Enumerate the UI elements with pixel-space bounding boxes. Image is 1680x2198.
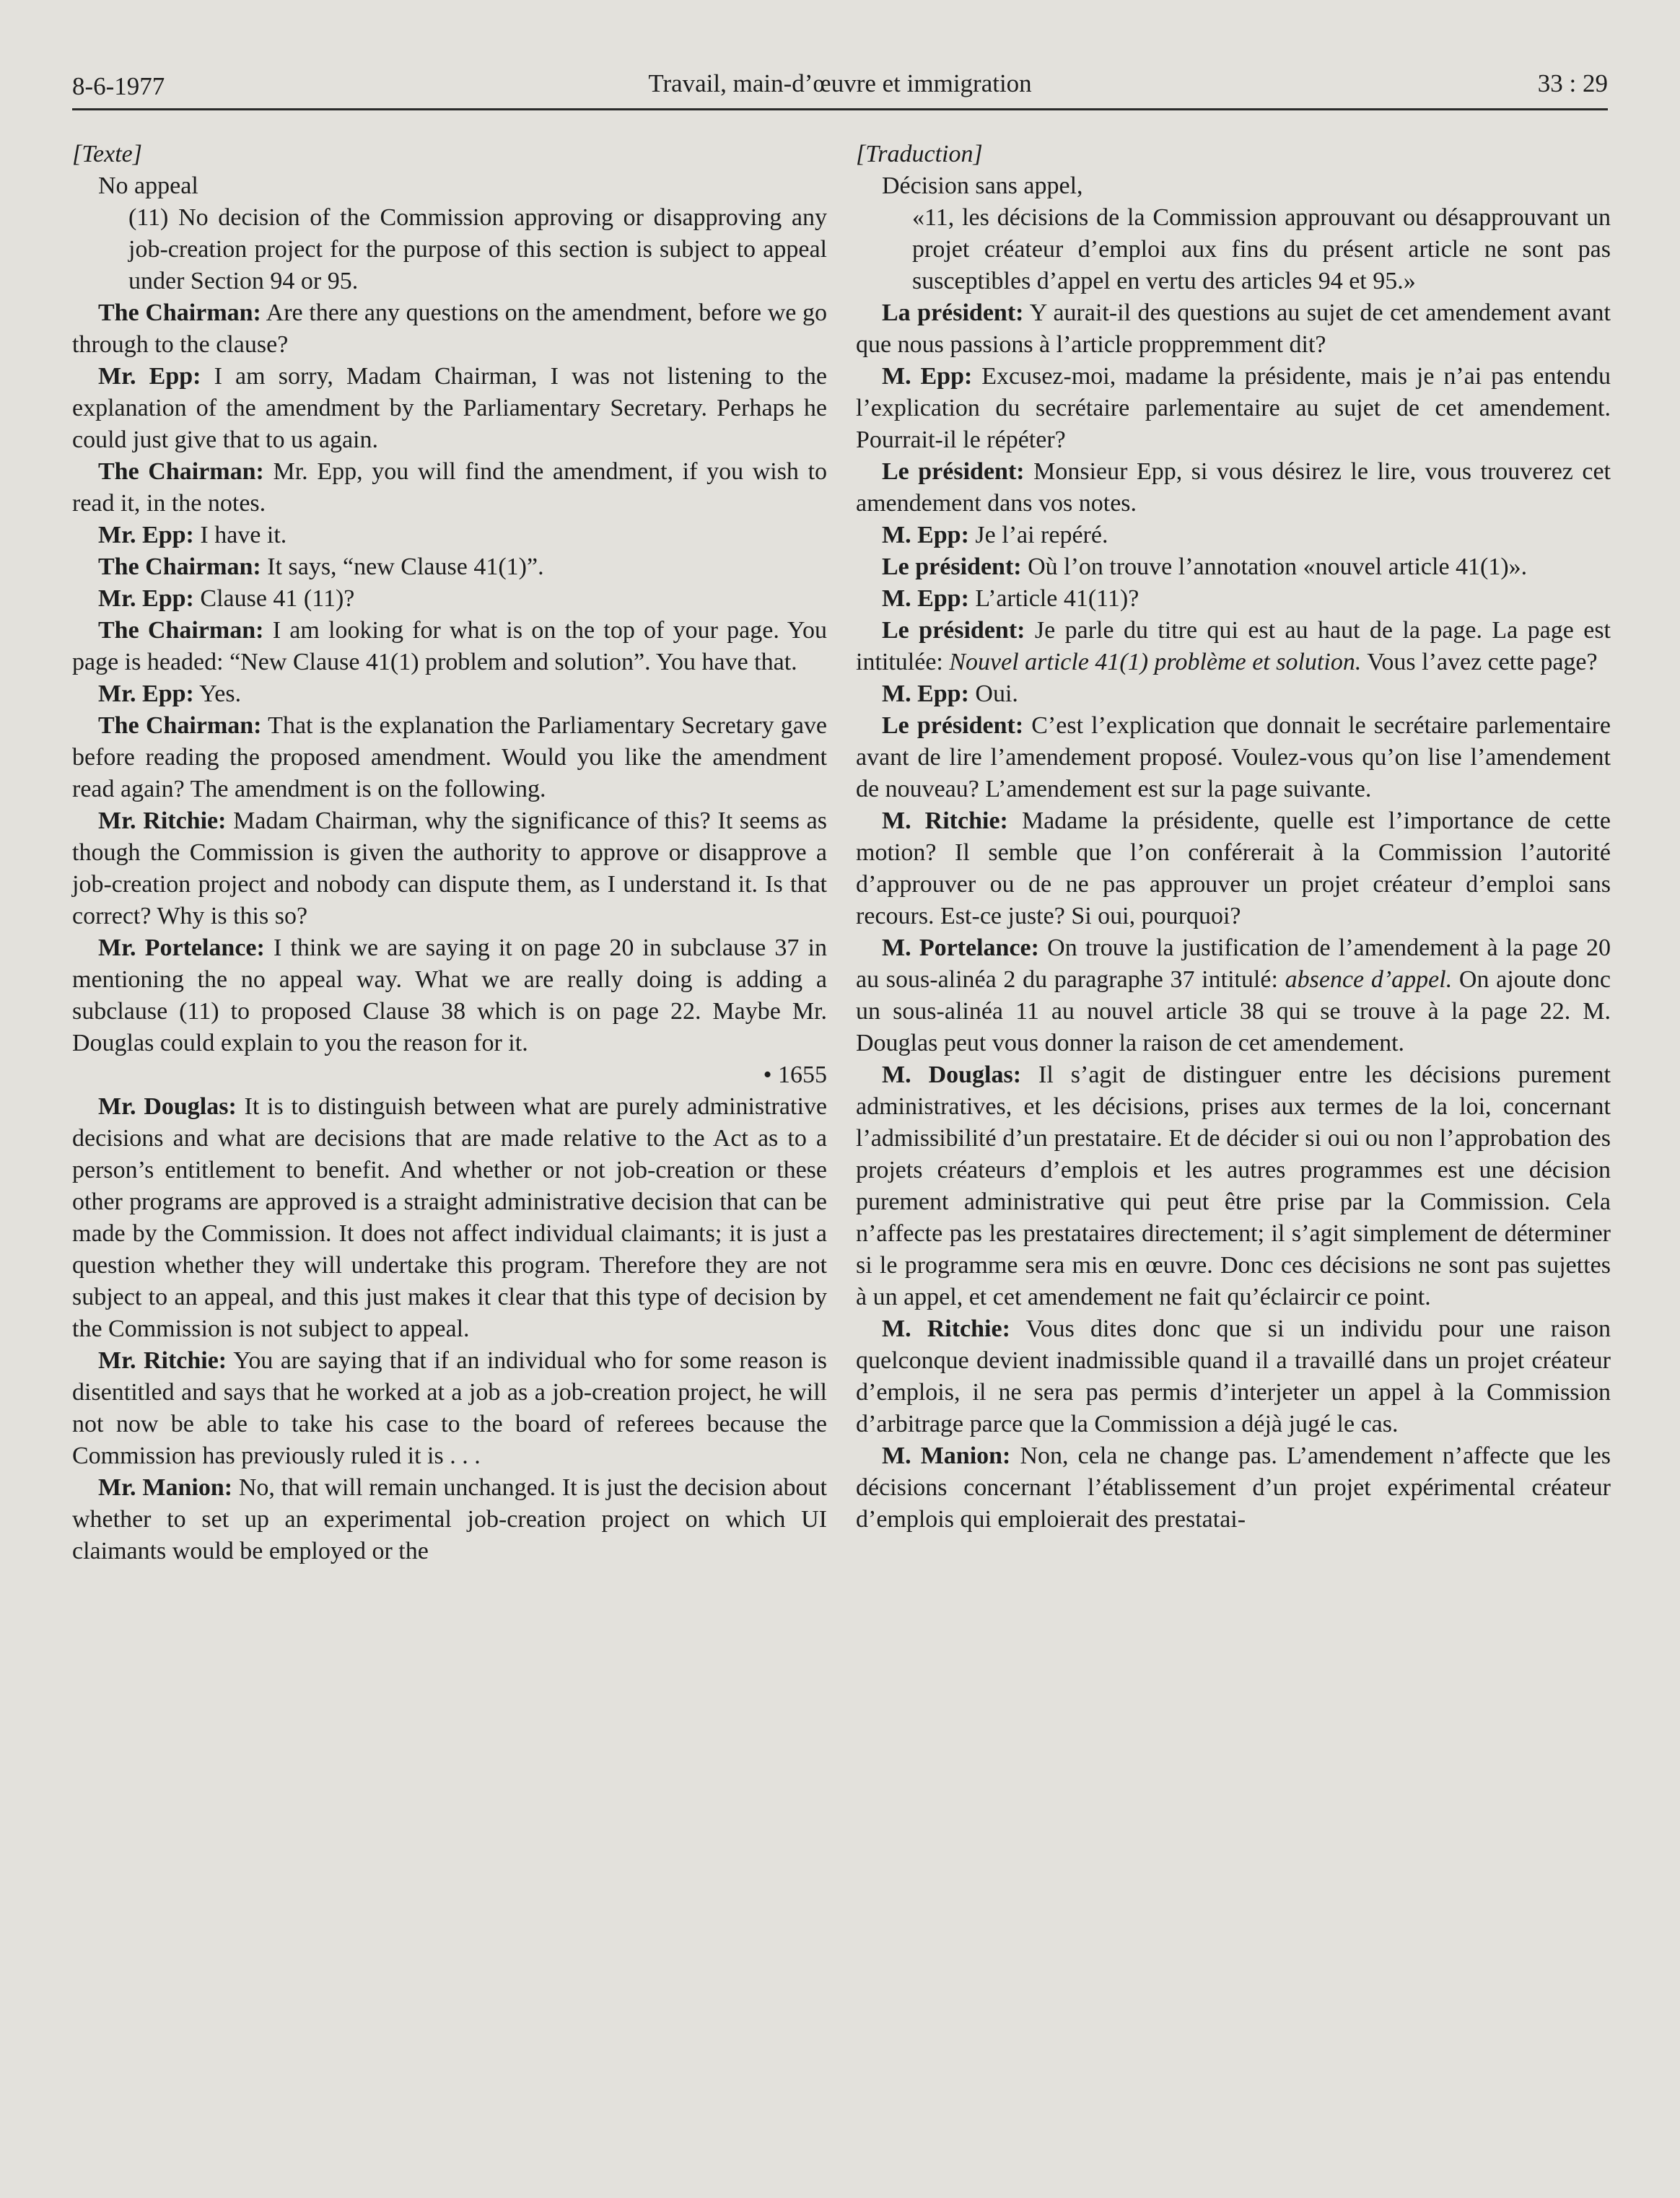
paragraph	[72, 551, 827, 583]
paragraph	[72, 932, 827, 1059]
subclause-title: absence d’appel.	[1285, 966, 1453, 993]
speaker: Mr. Epp:	[98, 585, 194, 612]
paragraph	[72, 1345, 827, 1472]
paragraph	[856, 710, 1611, 805]
french-column	[856, 139, 1611, 2159]
paragraph	[856, 297, 1611, 361]
paragraph	[72, 1472, 827, 1567]
speech: It is to distinguish between what are purely administrative decisions and what are decisions that are made relative to the Act as to a person’s entitlement to benefit. And whether or not job-creation or these other programs are approved is a straight administrative decision that can be made by the Commission. It does not affect individual claimants; it is just a question whether they will undertake this program. Therefore they are not subject to an appeal, and this just makes it clear that this type of decision by the Commission is not subject to appeal.	[72, 1093, 828, 1342]
speaker: M. Douglas:	[882, 1061, 1022, 1088]
time-marker: • 1655	[763, 1061, 827, 1088]
speech: You are saying that if an individual who for some reason is disentitled and says that he worked at a job as a job-creation project, he will not now be able to take his case to the board of referees because the Commission has previously ruled it is . . .	[72, 1347, 828, 1469]
paragraph	[72, 456, 827, 520]
speech: Vous l’avez cette page?	[1361, 649, 1598, 675]
speech: Clause 41 (11)?	[193, 585, 355, 612]
speaker: M. Epp:	[882, 680, 969, 707]
speaker: Mr. Manion:	[98, 1474, 233, 1501]
speech: Oui.	[968, 680, 1018, 707]
paragraph	[72, 520, 827, 551]
speaker: M. Manion:	[882, 1442, 1011, 1469]
speech: It says, “new Clause 41(1)”.	[261, 553, 544, 580]
speech: Are there any questions on the amendment, before we go through to the clause?	[72, 299, 827, 358]
speaker: The Chairman:	[98, 553, 261, 580]
paragraph	[856, 615, 1611, 678]
speech: No, that will remain unchanged. It is just the decision about whether to set up an experimental job-creation project on which UI claimants would be employed or the	[72, 1474, 827, 1564]
speaker: The Chairman:	[98, 712, 262, 739]
speaker: Mr. Epp:	[98, 522, 194, 548]
speech: Je parle du titre qui est au haut de la page. La page est intitulée:	[856, 617, 1611, 675]
speech: I am looking for what is on the top of your page. You page is headed: “New Clause 41(1) problem and solution”. You have that.	[72, 617, 827, 675]
paragraph	[856, 932, 1611, 1059]
paragraph	[856, 361, 1611, 456]
speech: Je l’ai repéré.	[968, 522, 1108, 548]
page-heading-title: Nouvel article 41(1) problème et solution.	[949, 649, 1362, 675]
running-head	[72, 66, 1608, 110]
paragraph	[856, 583, 1611, 615]
speech: Madame la présidente, quelle est l’importance de cette motion? Il semble que l’on conférerait à la Commission l’autorité d’approuver ou de ne pas approuver un projet créateur d’emploi sans recours. Est-ce juste? Si oui, pourquoi?	[856, 807, 1611, 929]
speech: Où l’on trouve l’annotation «nouvel article 41(1)».	[1021, 553, 1528, 580]
speaker: The Chairman:	[98, 617, 264, 644]
paragraph	[72, 1091, 827, 1345]
paragraph	[72, 615, 827, 678]
speech: Y aurait-il des questions au sujet de cet amendement avant que nous passions à l’article proppremment dit?	[856, 299, 1611, 358]
header-date: 8-6-1977	[72, 72, 165, 100]
speaker: M. Ritchie:	[882, 807, 1008, 834]
amendment-quote: (11) No decision of the Commission approving or disapproving any job-creation project for the purpose of this section is subject to appeal under Section 94 or 95.	[128, 204, 827, 294]
speaker: The Chairman:	[98, 458, 264, 485]
english-column	[72, 139, 827, 2159]
paragraph	[856, 520, 1611, 551]
speaker: Mr. Douglas:	[98, 1093, 237, 1120]
paragraph	[856, 1440, 1611, 1536]
speaker: M. Epp:	[882, 522, 969, 548]
speech: I think we are saying it on page 20 in subclause 37 in mentioning the no appeal way. What we are really doing is adding a subclause (11) to proposed Clause 38 which is on page 22. Maybe Mr. Douglas could explain to you the reason for it.	[72, 934, 827, 1056]
language-label: [Texte]	[72, 141, 142, 167]
speaker: Le président:	[882, 458, 1025, 485]
speech: Yes.	[193, 680, 242, 707]
speaker: Mr. Epp:	[98, 363, 201, 390]
speaker: M. Epp:	[882, 363, 973, 390]
speech: That is the explanation the Parliamentary Secretary gave before reading the proposed amendment. Would you like the amendment read again? The amendment is on the following.	[72, 712, 827, 802]
speaker: M. Epp:	[882, 585, 969, 612]
paragraph	[72, 805, 827, 932]
section-heading: No appeal	[98, 172, 198, 199]
speaker: Mr. Portelance:	[98, 934, 265, 961]
language-label: [Traduction]	[856, 141, 983, 167]
section-heading: Décision sans appel,	[882, 172, 1083, 199]
speech: Monsieur Epp, si vous désirez le lire, vous trouverez cet amendement dans vos notes.	[856, 458, 1611, 517]
speech: Il s’agit de distinguer entre les décisions purement administratives, et les décisions, prises aux termes de la loi, concernant l’admissibilité d’un prestataire. Et de décider si oui ou non l’approbation des projets créateurs d’emplois et les autres programmes est une décision purement administrative qui peut être prise par la Commission. Cela n’affecte pas les prestataires directement; il s’agit simplement de déterminer si le programme sera mis en œuvre. Donc ces décisions ne sont pas sujettes à un appel, et cet amendement ne fait qu’éclaircir ce point.	[856, 1061, 1611, 1310]
speaker: Mr. Epp:	[98, 680, 194, 707]
paragraph	[72, 710, 827, 805]
speech: Excusez-moi, madame la présidente, mais je n’ai pas entendu l’explication du secrétaire parlementaire au sujet de cet amendement. Pourrait-il le répéter?	[856, 363, 1611, 453]
speech: Vous dites donc que si un individu pour une raison quelconque devient inadmissible quand il a travaillé dans un projet créateur d’emplois, il ne sera pas permis d’interjeter un appel à la Commission d’arbitrage parce que la Commission a déjà jugé le cas.	[856, 1315, 1611, 1437]
paragraph	[856, 1313, 1611, 1440]
paragraph	[72, 678, 827, 710]
paragraph	[72, 297, 827, 361]
amendment-quote: «11, les décisions de la Commission approuvant ou désapprouvant un projet créateur d’emploi aux fins du présent article ne sont pas susceptibles d’appel en vertu des articles 94 et 95.»	[912, 204, 1611, 294]
speaker: Mr. Ritchie:	[98, 807, 227, 834]
speaker: Mr. Ritchie:	[98, 1347, 227, 1374]
speech: On trouve la justification de l’amendement à la page 20 au sous-alinéa 2 du paragraphe 37 intitulé:	[856, 934, 1611, 993]
paragraph	[856, 805, 1611, 932]
paragraph	[72, 583, 827, 615]
speech: On ajoute donc un sous-alinéa 11 au nouvel article 38 qui se trouve à la page 22. M. Douglas peut vous donner la raison de cet amendement.	[856, 966, 1611, 1056]
speaker: La président:	[882, 299, 1024, 326]
speaker: Le président:	[882, 553, 1022, 580]
speech: L’article 41(11)?	[968, 585, 1139, 612]
speech: Non, cela ne change pas. L’amendement n’affecte que les décisions concernant l’établissement d’un projet expérimental créateur d’emplois qui emploierait des prestatai-	[856, 1442, 1611, 1533]
speech: Mr. Epp, you will find the amendment, if you wish to read it, in the notes.	[72, 458, 828, 517]
speaker: The Chairman:	[98, 299, 261, 326]
speaker: M. Portelance:	[882, 934, 1039, 961]
paragraph	[856, 456, 1611, 520]
speech: Madam Chairman, why the significance of this? It seems as though the Commission is given the authority to approve or disapprove a job-creation project and nobody can dispute them, as I understand it. Is that correct? Why is this so?	[72, 807, 827, 929]
header-title: Travail, main-d’œuvre et immigration	[648, 69, 1032, 97]
paragraph	[72, 361, 827, 456]
speaker: M. Ritchie:	[882, 1315, 1010, 1342]
paragraph	[856, 551, 1611, 583]
speaker: Le président:	[882, 617, 1025, 644]
paragraph	[856, 1059, 1611, 1313]
speaker: Le président:	[882, 712, 1024, 739]
header-page-number: 33 : 29	[1537, 69, 1608, 97]
speech: I have it.	[193, 522, 287, 548]
paragraph	[856, 678, 1611, 710]
speech: C’est l’explication que donnait le secrétaire parlementaire avant de lire l’amendement proposé. Voulez-vous qu’on lise l’amendement de nouveau? L’amendement est sur la page suivante.	[856, 712, 1611, 802]
speech: I am sorry, Madam Chairman, I was not listening to the explanation of the amendment by the Parliamentary Secretary. Perhaps he could just give that to us again.	[72, 363, 827, 453]
